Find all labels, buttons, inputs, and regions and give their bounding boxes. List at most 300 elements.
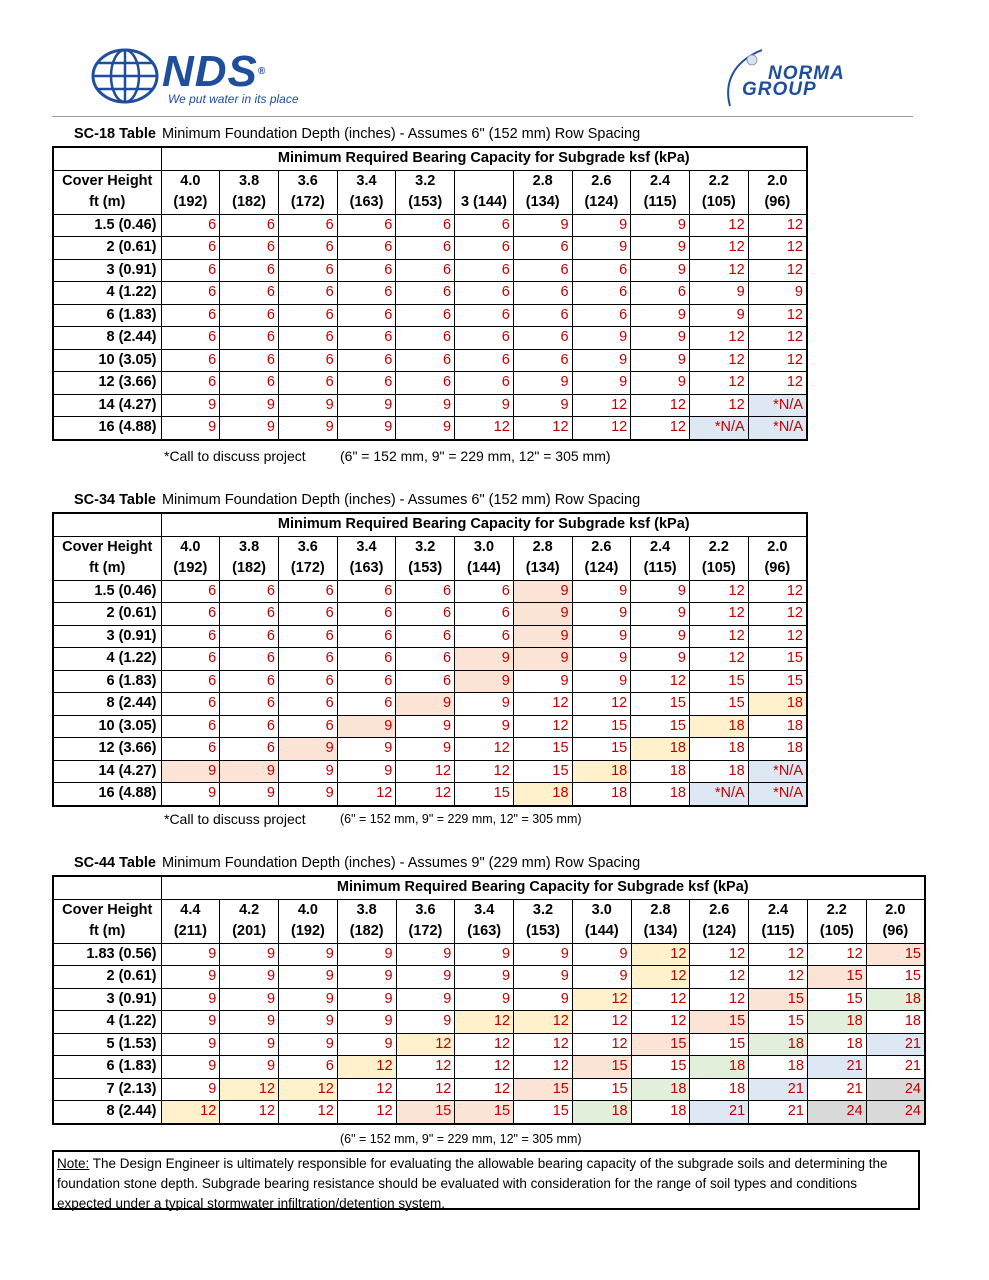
- depth-value-cell: 9: [631, 214, 690, 237]
- depth-value-cell: 9: [631, 304, 690, 327]
- table-row: [53, 625, 807, 648]
- depth-value-cell: 6: [161, 603, 220, 626]
- depth-value-cell: 12: [220, 1078, 279, 1101]
- depth-value-cell: 9: [631, 349, 690, 372]
- column-header-ksf: 3.6: [396, 899, 455, 921]
- column-header-kpa: (134): [631, 921, 690, 943]
- sc44-caption: [74, 855, 640, 871]
- depth-value-cell: 6: [278, 715, 337, 738]
- depth-value-cell: 12: [689, 648, 748, 671]
- depth-value-cell: 18: [631, 783, 690, 806]
- cover-height-cell: 10 (3.05): [53, 349, 161, 372]
- depth-value-cell: 9: [220, 760, 279, 783]
- depth-value-cell: 6: [455, 282, 514, 305]
- depth-value-cell: 6: [572, 304, 631, 327]
- depth-value-cell: 12: [748, 625, 807, 648]
- depth-value-cell: 12: [689, 327, 748, 350]
- depth-value-cell: 12: [572, 1033, 631, 1056]
- depth-value-cell: 6: [278, 214, 337, 237]
- depth-value-cell: 21: [749, 1101, 808, 1124]
- sc34-caption-text: Minimum Foundation Depth (inches) - Assumes 6" (152 mm) Row Spacing: [161, 492, 641, 508]
- sc34-caption: [74, 492, 640, 508]
- depth-value-cell: 6: [220, 603, 279, 626]
- depth-value-cell: 12: [689, 237, 748, 260]
- column-header-kpa: (163): [455, 921, 514, 943]
- depth-value-cell: 12: [337, 1101, 396, 1124]
- depth-value-cell: 18: [749, 1056, 808, 1079]
- depth-value-cell: 6: [513, 282, 572, 305]
- depth-value-cell: 6: [161, 648, 220, 671]
- depth-value-cell: 6: [220, 670, 279, 693]
- depth-value-cell: 12: [689, 580, 748, 603]
- column-header-ksf: 4.0: [161, 170, 220, 192]
- table-row: [53, 738, 807, 761]
- cover-height-cell: 2 (0.61): [53, 966, 161, 989]
- column-header-ksf: 2.4: [631, 170, 690, 192]
- depth-value-cell: 9: [514, 966, 573, 989]
- depth-value-cell: 6: [455, 304, 514, 327]
- depth-value-cell: 9: [279, 943, 338, 966]
- column-header-ksf: 2.2: [689, 170, 748, 192]
- depth-value-cell: 9: [278, 394, 337, 417]
- depth-value-cell: 15: [748, 648, 807, 671]
- column-header-kpa: (153): [396, 192, 455, 214]
- depth-value-cell: 12: [689, 349, 748, 372]
- table-row: [53, 1078, 925, 1101]
- depth-value-cell: 9: [396, 943, 455, 966]
- depth-value-cell: 12: [631, 417, 690, 440]
- depth-value-cell: 9: [396, 1011, 455, 1034]
- column-header-ksf: 3.2: [396, 170, 455, 192]
- column-header-ksf: 2.4: [749, 899, 808, 921]
- depth-value-cell: 15: [866, 943, 925, 966]
- column-header-ksf: 2.0: [866, 899, 925, 921]
- depth-value-cell: 12: [220, 1101, 279, 1124]
- depth-value-cell: 12: [748, 259, 807, 282]
- depth-value-cell: 18: [572, 1101, 631, 1124]
- depth-value-cell: 6: [337, 214, 396, 237]
- depth-value-cell: 6: [337, 349, 396, 372]
- depth-value-cell: 9: [337, 988, 396, 1011]
- depth-value-cell: 6: [278, 259, 337, 282]
- depth-value-cell: 12: [748, 304, 807, 327]
- depth-value-cell: 12: [396, 1078, 455, 1101]
- depth-value-cell: 6: [396, 282, 455, 305]
- table-row: [53, 327, 807, 350]
- depth-value-cell: 9: [220, 966, 279, 989]
- depth-value-cell: 12: [748, 327, 807, 350]
- depth-value-cell: 6: [396, 670, 455, 693]
- sc44-table: [52, 875, 926, 1125]
- depth-value-cell: 6: [513, 349, 572, 372]
- cover-height-header: Cover Height: [53, 899, 161, 921]
- depth-value-cell: 6: [220, 259, 279, 282]
- depth-value-cell: 15: [513, 738, 572, 761]
- depth-value-cell: 6: [396, 304, 455, 327]
- depth-value-cell: 6: [337, 603, 396, 626]
- depth-value-cell: *N/A: [689, 783, 748, 806]
- sc34-conversion: (6" = 152 mm, 9" = 229 mm, 12" = 305 mm): [340, 812, 582, 826]
- globe-icon: [90, 46, 160, 106]
- column-header-ksf: 2.6: [572, 170, 631, 192]
- depth-value-cell: 9: [455, 394, 514, 417]
- depth-value-cell: 18: [689, 760, 748, 783]
- column-header-kpa: (172): [396, 921, 455, 943]
- depth-value-cell: 9: [220, 943, 279, 966]
- depth-value-cell: 9: [220, 394, 279, 417]
- column-header-ksf: 3.6: [278, 170, 337, 192]
- sc18-footnote: *Call to discuss project: [164, 448, 306, 464]
- column-header-kpa: (172): [278, 192, 337, 214]
- depth-value-cell: 12: [455, 1011, 514, 1034]
- column-header-kpa: (144): [572, 921, 631, 943]
- cover-height-cell: 3 (0.91): [53, 259, 161, 282]
- depth-value-cell: 15: [690, 1033, 749, 1056]
- depth-value-cell: 6: [396, 580, 455, 603]
- depth-value-cell: 6: [337, 670, 396, 693]
- depth-value-cell: 12: [689, 214, 748, 237]
- depth-value-cell: 6: [337, 372, 396, 395]
- depth-value-cell: 15: [690, 1011, 749, 1034]
- cover-height-cell: 6 (1.83): [53, 304, 161, 327]
- depth-value-cell: 15: [396, 1101, 455, 1124]
- depth-value-cell: 6: [161, 327, 220, 350]
- note-label: Note:: [57, 1156, 90, 1171]
- depth-value-cell: 12: [748, 372, 807, 395]
- depth-value-cell: 9: [220, 1056, 279, 1079]
- depth-value-cell: 12: [396, 1056, 455, 1079]
- column-header-ksf: 4.0: [279, 899, 338, 921]
- column-header-ksf: 4.2: [220, 899, 279, 921]
- depth-value-cell: 6: [455, 625, 514, 648]
- depth-value-cell: 9: [513, 372, 572, 395]
- depth-value-cell: 6: [337, 304, 396, 327]
- cover-height-cell: 8 (2.44): [53, 1101, 161, 1124]
- column-header-kpa: (124): [572, 192, 631, 214]
- depth-value-cell: 9: [161, 1033, 220, 1056]
- depth-value-cell: 9: [513, 603, 572, 626]
- depth-value-cell: 12: [513, 715, 572, 738]
- depth-value-cell: 6: [396, 372, 455, 395]
- depth-value-cell: 9: [161, 783, 220, 806]
- depth-value-cell: 6: [337, 625, 396, 648]
- depth-value-cell: 15: [689, 670, 748, 693]
- depth-value-cell: 6: [220, 237, 279, 260]
- depth-value-cell: 18: [749, 1033, 808, 1056]
- table-row: [53, 237, 807, 260]
- depth-value-cell: 6: [220, 738, 279, 761]
- header-divider: [52, 116, 913, 117]
- depth-value-cell: 6: [455, 327, 514, 350]
- depth-value-cell: 9: [455, 648, 514, 671]
- depth-value-cell: 9: [220, 988, 279, 1011]
- depth-value-cell: 12: [689, 372, 748, 395]
- column-header-kpa: (182): [220, 558, 279, 580]
- column-header-ksf: 2.0: [748, 170, 807, 192]
- column-header-ksf: 2.6: [572, 536, 631, 558]
- depth-value-cell: 18: [748, 738, 807, 761]
- depth-value-cell: 6: [161, 282, 220, 305]
- depth-value-cell: 6: [337, 259, 396, 282]
- depth-value-cell: 6: [220, 625, 279, 648]
- table-row: [53, 693, 807, 716]
- column-header-kpa: (124): [572, 558, 631, 580]
- depth-value-cell: 6: [220, 282, 279, 305]
- cover-height-cell: 14 (4.27): [53, 394, 161, 417]
- cover-height-cell: 3 (0.91): [53, 625, 161, 648]
- table-row: [53, 282, 807, 305]
- depth-value-cell: 12: [279, 1101, 338, 1124]
- depth-value-cell: 9: [455, 943, 514, 966]
- depth-value-cell: 9: [572, 603, 631, 626]
- depth-value-cell: 9: [572, 372, 631, 395]
- depth-value-cell: 6: [337, 580, 396, 603]
- table-title: Minimum Required Bearing Capacity for Subgrade ksf (kPa): [161, 876, 925, 899]
- depth-value-cell: 12: [572, 693, 631, 716]
- cover-height-cell: 2 (0.61): [53, 237, 161, 260]
- depth-value-cell: 6: [278, 693, 337, 716]
- cover-height-cell: 12 (3.66): [53, 738, 161, 761]
- column-header-kpa: (163): [337, 192, 396, 214]
- depth-value-cell: 15: [749, 988, 808, 1011]
- depth-value-cell: 9: [279, 1033, 338, 1056]
- depth-value-cell: 12: [514, 1033, 573, 1056]
- cover-height-header: Cover Height: [53, 536, 161, 558]
- column-header-kpa: (182): [337, 921, 396, 943]
- cover-height-unit-header: ft (m): [53, 558, 161, 580]
- depth-value-cell: 6: [278, 304, 337, 327]
- depth-value-cell: 9: [748, 282, 807, 305]
- depth-value-cell: 6: [513, 259, 572, 282]
- depth-value-cell: 6: [513, 304, 572, 327]
- column-header-kpa: (134): [513, 558, 572, 580]
- corner-cell: [53, 876, 161, 899]
- depth-value-cell: 6: [396, 648, 455, 671]
- column-header-ksf: 3.4: [337, 170, 396, 192]
- depth-value-cell: *N/A: [748, 783, 807, 806]
- depth-value-cell: 9: [514, 943, 573, 966]
- depth-value-cell: 9: [631, 259, 690, 282]
- depth-value-cell: *N/A: [689, 417, 748, 440]
- depth-value-cell: 12: [631, 1011, 690, 1034]
- depth-value-cell: 9: [161, 394, 220, 417]
- depth-value-cell: 24: [866, 1078, 925, 1101]
- depth-value-cell: 6: [220, 693, 279, 716]
- depth-value-cell: 18: [572, 760, 631, 783]
- depth-value-cell: 24: [807, 1101, 866, 1124]
- column-header-kpa: (115): [631, 558, 690, 580]
- design-note: [52, 1150, 920, 1210]
- depth-value-cell: 6: [161, 304, 220, 327]
- cover-height-cell: 6 (1.83): [53, 670, 161, 693]
- column-header-ksf: 3.2: [514, 899, 573, 921]
- depth-value-cell: 15: [631, 693, 690, 716]
- depth-value-cell: 9: [278, 783, 337, 806]
- depth-value-cell: 21: [690, 1101, 749, 1124]
- depth-value-cell: 12: [572, 1011, 631, 1034]
- depth-value-cell: 15: [513, 760, 572, 783]
- depth-value-cell: 9: [455, 693, 514, 716]
- cover-height-unit-header: ft (m): [53, 921, 161, 943]
- depth-value-cell: 9: [572, 237, 631, 260]
- depth-value-cell: 12: [455, 417, 514, 440]
- depth-value-cell: 9: [513, 394, 572, 417]
- depth-value-cell: 9: [455, 715, 514, 738]
- depth-value-cell: 9: [514, 988, 573, 1011]
- depth-value-cell: 9: [337, 1033, 396, 1056]
- depth-value-cell: 12: [572, 988, 631, 1011]
- depth-value-cell: 12: [690, 988, 749, 1011]
- depth-value-cell: 15: [572, 1056, 631, 1079]
- depth-value-cell: 6: [278, 603, 337, 626]
- cover-height-cell: 4 (1.22): [53, 648, 161, 671]
- column-header-kpa: (163): [337, 558, 396, 580]
- depth-value-cell: 9: [279, 966, 338, 989]
- cover-height-cell: 4 (1.22): [53, 1011, 161, 1034]
- page-header: [0, 0, 989, 120]
- depth-value-cell: 12: [279, 1078, 338, 1101]
- depth-value-cell: 6: [279, 1056, 338, 1079]
- depth-value-cell: 9: [631, 327, 690, 350]
- depth-value-cell: 6: [396, 327, 455, 350]
- column-header-kpa: (182): [220, 192, 279, 214]
- depth-value-cell: 15: [807, 988, 866, 1011]
- depth-value-cell: 12: [337, 783, 396, 806]
- depth-value-cell: 9: [396, 693, 455, 716]
- depth-value-cell: 6: [455, 349, 514, 372]
- table-row: [53, 670, 807, 693]
- table-row: [53, 214, 807, 237]
- column-header-kpa: (105): [689, 558, 748, 580]
- table-row: [53, 304, 807, 327]
- depth-value-cell: 9: [161, 943, 220, 966]
- depth-value-cell: 9: [513, 670, 572, 693]
- depth-value-cell: 6: [337, 693, 396, 716]
- depth-value-cell: 6: [220, 349, 279, 372]
- depth-value-cell: 9: [513, 580, 572, 603]
- column-header-ksf: 2.8: [513, 536, 572, 558]
- depth-value-cell: 18: [690, 1056, 749, 1079]
- depth-value-cell: 15: [572, 1078, 631, 1101]
- depth-value-cell: 6: [455, 259, 514, 282]
- depth-value-cell: 6: [161, 259, 220, 282]
- depth-value-cell: 9: [161, 1078, 220, 1101]
- depth-value-cell: 6: [278, 625, 337, 648]
- depth-value-cell: 6: [337, 282, 396, 305]
- cover-height-cell: 8 (2.44): [53, 327, 161, 350]
- depth-value-cell: 6: [161, 670, 220, 693]
- depth-value-cell: 9: [279, 1011, 338, 1034]
- depth-value-cell: 9: [337, 738, 396, 761]
- depth-value-cell: 15: [807, 966, 866, 989]
- depth-value-cell: 9: [689, 304, 748, 327]
- column-header-ksf: 3.6: [278, 536, 337, 558]
- nds-tagline: We put water in its place: [168, 92, 299, 106]
- table-title: Minimum Required Bearing Capacity for Subgrade ksf (kPa): [161, 513, 807, 536]
- depth-value-cell: 12: [514, 1056, 573, 1079]
- depth-value-cell: 15: [514, 1101, 573, 1124]
- depth-value-cell: 9: [396, 988, 455, 1011]
- column-header-ksf: 2.8: [631, 899, 690, 921]
- table-title: Minimum Required Bearing Capacity for Subgrade ksf (kPa): [161, 147, 807, 170]
- depth-value-cell: 18: [631, 760, 690, 783]
- table-row: [53, 648, 807, 671]
- column-header-kpa: (124): [690, 921, 749, 943]
- nds-logo: [90, 46, 330, 110]
- depth-value-cell: 18: [866, 988, 925, 1011]
- column-header-kpa: (172): [278, 558, 337, 580]
- depth-value-cell: 21: [866, 1033, 925, 1056]
- depth-value-cell: 12: [396, 1033, 455, 1056]
- depth-value-cell: 9: [337, 394, 396, 417]
- depth-value-cell: 18: [513, 783, 572, 806]
- column-header-kpa: (192): [279, 921, 338, 943]
- cover-height-header: Cover Height: [53, 170, 161, 192]
- depth-value-cell: 12: [455, 1078, 514, 1101]
- column-header-kpa: (96): [866, 921, 925, 943]
- depth-value-cell: 6: [455, 603, 514, 626]
- depth-value-cell: 6: [220, 327, 279, 350]
- column-header-ksf: 3.8: [220, 536, 279, 558]
- depth-value-cell: 9: [161, 417, 220, 440]
- depth-value-cell: 9: [513, 214, 572, 237]
- depth-value-cell: 9: [278, 738, 337, 761]
- depth-value-cell: 9: [337, 943, 396, 966]
- depth-value-cell: 15: [749, 1011, 808, 1034]
- depth-value-cell: 6: [278, 237, 337, 260]
- depth-value-cell: 9: [220, 1011, 279, 1034]
- table-row: [53, 1011, 925, 1034]
- depth-value-cell: 15: [572, 715, 631, 738]
- table-row: [53, 1033, 925, 1056]
- table-row: [53, 580, 807, 603]
- depth-value-cell: 6: [455, 214, 514, 237]
- depth-value-cell: 15: [631, 1033, 690, 1056]
- column-header-kpa: (153): [396, 558, 455, 580]
- table-row: [53, 372, 807, 395]
- depth-value-cell: 21: [749, 1078, 808, 1101]
- depth-value-cell: 12: [748, 603, 807, 626]
- depth-value-cell: 6: [337, 237, 396, 260]
- column-header-kpa: (192): [161, 192, 220, 214]
- column-header-kpa: (211): [161, 921, 220, 943]
- column-header-kpa: (96): [748, 192, 807, 214]
- sc18-label: SC-18 Table: [74, 126, 156, 142]
- depth-value-cell: 15: [689, 693, 748, 716]
- table-row: [53, 783, 807, 806]
- depth-value-cell: 6: [337, 327, 396, 350]
- depth-value-cell: 12: [455, 760, 514, 783]
- depth-value-cell: 12: [748, 214, 807, 237]
- depth-value-cell: 9: [396, 394, 455, 417]
- depth-value-cell: 9: [396, 417, 455, 440]
- column-header-ksf: 4.4: [161, 899, 220, 921]
- depth-value-cell: 12: [748, 580, 807, 603]
- depth-value-cell: 18: [631, 738, 690, 761]
- depth-value-cell: 12: [396, 783, 455, 806]
- depth-value-cell: 9: [278, 760, 337, 783]
- depth-value-cell: 9: [455, 988, 514, 1011]
- depth-value-cell: 18: [807, 1033, 866, 1056]
- depth-value-cell: 6: [572, 282, 631, 305]
- depth-value-cell: 12: [631, 670, 690, 693]
- depth-value-cell: 9: [337, 966, 396, 989]
- table-row: [53, 1101, 925, 1124]
- depth-value-cell: 6: [278, 648, 337, 671]
- cover-height-cell: 16 (4.88): [53, 417, 161, 440]
- sc34-label: SC-34 Table: [74, 492, 156, 508]
- depth-value-cell: 9: [161, 966, 220, 989]
